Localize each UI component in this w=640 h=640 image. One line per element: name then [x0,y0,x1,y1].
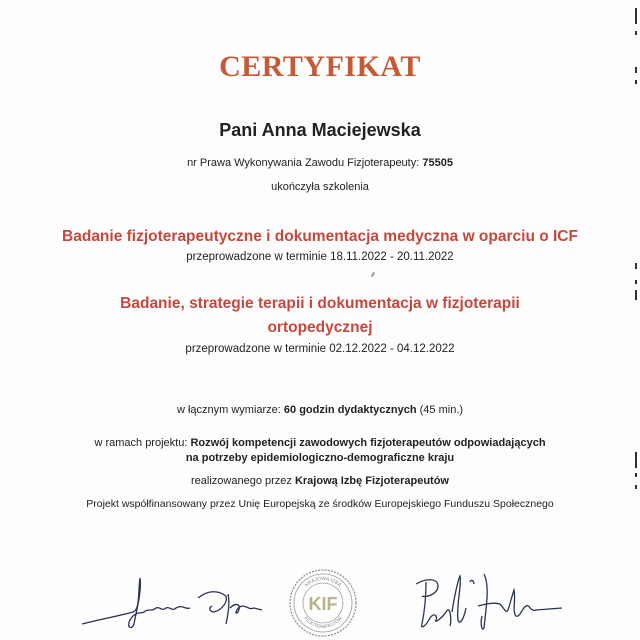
cofinanced-text: Projekt współfinansowany przez Unię Europejską ze środków Europejskiego Funduszu Społecznego [86,498,554,510]
scan-edge-mark [635,473,637,477]
scan-edge-mark [635,80,637,84]
scan-edge-mark [635,290,637,300]
course-2-date: przeprowadzone w terminie 02.12.2022 - 04.12.2022 [185,343,455,355]
kif-stamp [287,567,359,639]
kif-logo-text: KIF [308,594,338,614]
scan-edge-mark [635,67,637,73]
svg-text:FIZJOTERAPEUTÓW: FIZJOTERAPEUTÓW [303,615,343,630]
license-number: 75505 [422,157,453,169]
hours-prefix: w łącznym wymiarze: [176,404,284,416]
hours-line [0,404,640,416]
svg-text:KRAJOWA IZBA: KRAJOWA IZBA [303,575,343,589]
signature-right [412,568,572,634]
scan-edge-mark [635,31,637,35]
project-prefix: w ramach projektu: [94,437,191,449]
course-2-title-line-2: ortopedycznej [267,319,373,336]
course-1-date: przeprowadzone w terminie 18.11.2022 - 20.11.2022 [186,251,454,263]
license-line [0,157,640,169]
course-1-title: Badanie fizjoterapeutyczne i dokumentacja medyczna w oparciu o ICF [62,228,578,245]
course-2-title-line-1: Badanie, strategie terapii i dokumentacja w fizjoterapii [120,295,520,312]
scan-edge-mark [635,485,637,489]
scan-edge-mark [635,8,637,24]
hours-suffix: (45 min.) [416,404,464,416]
project-name-1: Rozwój kompetencji zawodowych fizjoterapeutów odpowiadających [190,437,546,449]
completed-text: ukończyła szkolenia [271,181,369,193]
project-name-2: na potrzeby epidemiologiczno-demograficzne kraju [185,452,455,464]
realized-prefix: realizowanego przez [191,475,295,487]
realized-line [0,475,640,487]
project-line-1 [0,437,640,449]
hours-value: 60 godzin dydaktycznych [283,404,417,416]
certificate-title: CERTYFIKAT [219,50,421,83]
scan-edge-mark [635,263,637,269]
project-line-2 [0,452,640,464]
pen-mark [371,272,375,277]
license-label: nr Prawa Wykonywania Zawodu Fizjoterapeuty: [187,157,423,169]
signature-left [78,572,268,632]
organization-name: Krajową Izbę Fizjoterapeutów [294,475,449,487]
recipient-name: Pani Anna Maciejewska [219,120,421,140]
scan-edge-mark [635,280,637,284]
scan-edge-mark [635,458,637,468]
